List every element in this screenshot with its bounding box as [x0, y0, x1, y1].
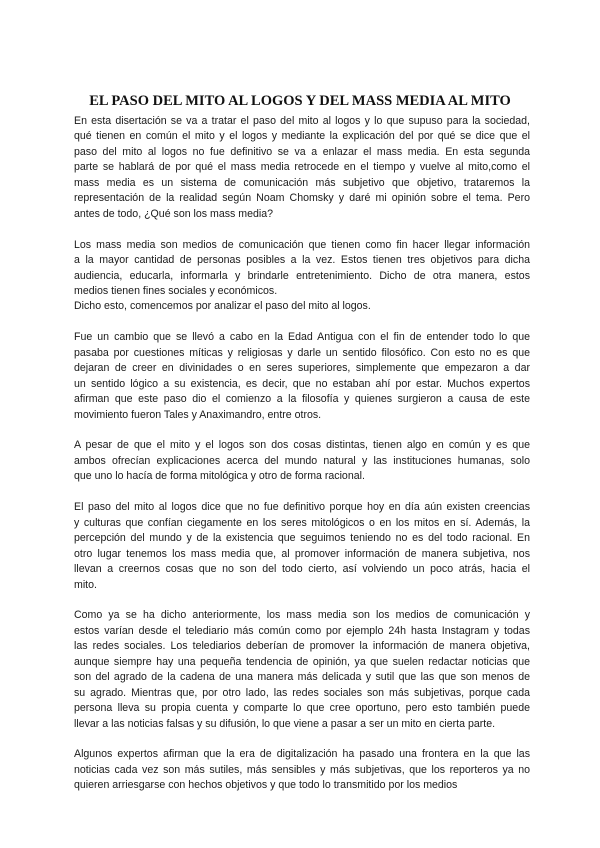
text-line: Los mass media son medios de comunicación que tienen como fin hacer llegar información [74, 238, 530, 251]
text-line: medios tienen fines sociales y económicos. [74, 284, 278, 297]
text-line: pasaba por cuestiones míticas y religiosas y darle un sentido filosófico. Con esto no es que [74, 346, 530, 359]
text-line: noticias cada vez son más sutiles, más sensibles y más subjetivas, que los reporteros ya no [74, 763, 530, 776]
document-body [74, 114, 530, 809]
text-line: su agrado. Mientras que, por otro lado, las redes sociales son más subjetivas, porque cada [74, 686, 530, 699]
paragraph-4 [74, 438, 530, 484]
text-line: mass media es un sistema de comunicación más subjetivo que objetivo, trataremos la [74, 176, 530, 189]
text-line: antes de todo, ¿Qué son los mass media? [74, 207, 274, 220]
text-line: qué tienen en común el mito y el logos y mediante la explicación del por qué se dice que el [74, 130, 530, 143]
text-line: parte se hablará de por qué el mass media retrocede en el tiempo y vuelve al mito,como el [74, 161, 530, 174]
text-line: Algunos expertos afirman que la era de digitalización ha pasado una frontera en la que las [74, 748, 530, 761]
text-line: movimiento fueron Tales y Anaximandro, entre otros. [74, 408, 322, 421]
text-line: que uno lo hacía de forma mitológica y otro de forma racional. [74, 470, 365, 483]
text-line: quieren arriesgarse con hechos objetivos y que todo lo transmitido por los medios [74, 779, 458, 792]
text-line: audiencia, educarla, informarla y brindarle entretenimiento. Dicho de otra manera, estos [74, 269, 530, 282]
text-line: El paso del mito al logos dice que no fue definitivo porque hoy en día aún existen creencias [74, 501, 530, 514]
text-line: a la mayor cantidad de personas posibles a la vez. Estos tienen tres objetivos para dicha [74, 254, 530, 267]
text-line: percepción del mundo y de la existencia que seguimos teniendo no es del todo racional. En [74, 532, 530, 545]
text-line: En esta disertación se va a tratar el paso del mito al logos y lo que supuso para la sociedad, [74, 115, 530, 127]
paragraph-1 [74, 114, 530, 222]
text-line: un sentido lógico a su existencia, es decir, que no estaban ahí por estar. Muchos expertos [74, 377, 530, 390]
document-title: EL PASO DEL MITO AL LOGOS Y DEL MASS MEDIA AL MITO [89, 93, 511, 109]
paragraph-2 [74, 238, 530, 315]
text-line: mito. [74, 578, 97, 591]
text-line: son del agrado de la cadena de una manera más delicada y sutil que las que son menos de [74, 671, 530, 684]
text-line: dejaran de creer en divinidades o en seres superiores, simplemente que empezaron a dar [74, 362, 530, 375]
text-line: ambos ofrecían explicaciones acerca del mundo natural y las instituciones humanas, solo [74, 454, 530, 467]
text-line: las redes sociales. Los telediarios deberían de promover la información de manera objetiva, [74, 640, 530, 653]
text-line: estos varían desde el telediario más común como por ejemplo 24h hasta Instagram y todas [74, 624, 530, 637]
paragraph-5 [74, 500, 530, 593]
paragraph-6 [74, 608, 530, 732]
text-line: Fue un cambio que se llevó a cabo en la Edad Antigua con el fin de entender todo lo que [74, 331, 530, 344]
text-line: y culturas que confían ciegamente en los seres mitológicos o en los mitos en sí. Además, la [74, 516, 530, 529]
text-line: A pesar de que el mito y el logos son dos cosas distintas, tienen algo en común y es que [74, 439, 530, 452]
text-line: Como ya se ha dicho anteriormente, los mass media son los medios de comunicación y [74, 609, 530, 622]
text-line: afirman que este paso dio el comienzo a la filosofía y quienes surgieron a causa de este [74, 393, 530, 406]
paragraph-3 [74, 330, 530, 423]
text-line: aunque siempre hay una pequeña tendencia de opinión, ya que suelen redactar noticias que [74, 655, 530, 668]
text-line: Dicho esto, comencemos por analizar el paso del mito al logos. [74, 300, 371, 313]
text-line: representación de la realidad según Noam Chomsky y daré mi opinión sobre el tema. Pero [74, 192, 530, 205]
paragraph-7 [74, 747, 530, 793]
text-line: llevan a creernos cosas que no son del todo cierto, así volviendo un poco atrás, hacia el [74, 563, 530, 576]
text-line: persona lleva su propia cuenta y comparte lo que cree oportuno, pero esto también puede [74, 702, 530, 715]
text-line: paso del mito al logos no fue definitivo se va a enlazar el mass media. En esta segunda [74, 145, 530, 158]
text-line: llevar a las noticias falsas y su difusión, lo que viene a pasar a ser un mito en cierta parte. [74, 717, 496, 730]
text-line: otro lugar tenemos los mass media que, al promover información de manera subjetiva, nos [74, 547, 530, 560]
